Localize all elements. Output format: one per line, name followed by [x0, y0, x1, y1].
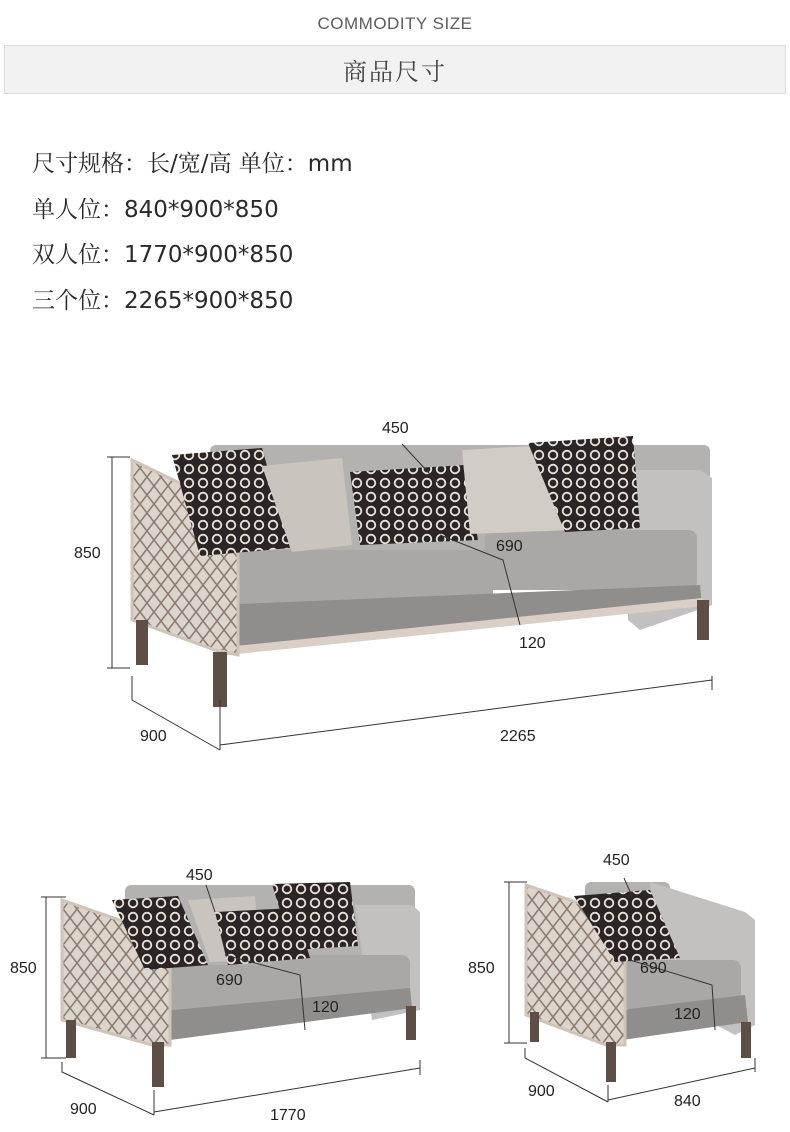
- sofa1-height-label: 850: [468, 960, 495, 977]
- sofa3-pillow-3: [350, 465, 478, 545]
- sofa1-leg-right: [741, 1022, 751, 1058]
- sofa2-seat-depth-label: 690: [216, 972, 243, 989]
- spec-triple-seat: 三个位：2265*900*850: [32, 287, 294, 314]
- sofa-single-seat: [526, 882, 755, 1082]
- sofa2-leg-right: [406, 1006, 416, 1040]
- sofa1-back-depth-label: 450: [603, 852, 630, 869]
- sofa-three-seat: [132, 436, 712, 707]
- sofa1-seat-depth-label: 690: [640, 960, 667, 977]
- sofa2-leg-front: [152, 1042, 164, 1087]
- header-title-en: COMMODITY SIZE: [317, 14, 473, 33]
- sofa1-seat-height-label: 120: [674, 1006, 701, 1023]
- sofa1-leg-front: [606, 1042, 616, 1082]
- sofa3-leg-back: [136, 620, 148, 665]
- sofa3-width-label: 2265: [500, 728, 536, 745]
- spec-unit-line: 尺寸规格：长/宽/高 单位：mm: [32, 151, 353, 177]
- sofa3-height-label: 850: [74, 545, 101, 562]
- sofa2-height-label: 850: [10, 960, 37, 977]
- header-title-cn: 商品尺寸: [343, 58, 447, 86]
- spec-double-seat: 双人位：1770*900*850: [32, 242, 294, 268]
- sofa3-back-depth-label: 450: [382, 420, 409, 437]
- sofa2-depth-label: 900: [70, 1101, 97, 1118]
- sofa2-seat-height-label: 120: [312, 999, 339, 1016]
- sofa1-depth-label: 900: [528, 1083, 555, 1100]
- sofa1-width-label: 840: [674, 1093, 701, 1110]
- sofa3-seat-height-label: 120: [519, 635, 546, 652]
- sofa3-leg-right: [697, 600, 709, 640]
- sofa3-depth-label: 900: [140, 728, 167, 745]
- sofa2-width-label: 1770: [270, 1107, 306, 1124]
- sofa3-leg-front: [213, 652, 227, 707]
- sofa1-leg-back: [530, 1012, 539, 1042]
- sofa2-leg-back: [66, 1020, 76, 1058]
- spec-single-seat: 单人位：840*900*850: [32, 196, 279, 223]
- sofa2-back-depth-label: 450: [186, 867, 213, 884]
- sofa3-seat-depth-label: 690: [496, 538, 523, 555]
